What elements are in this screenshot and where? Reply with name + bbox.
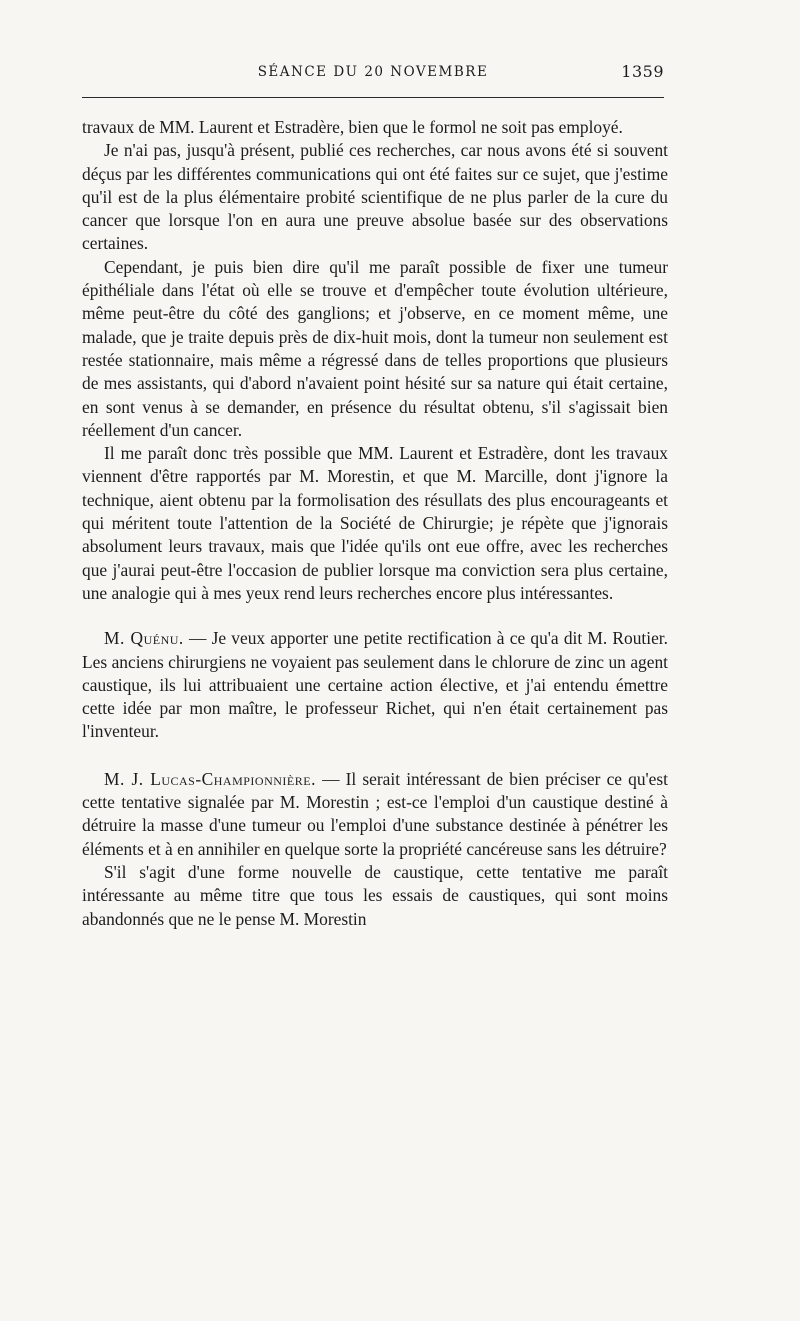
paragraph: Cependant, je puis bien dire qu'il me paraît possible de fixer une tumeur épithéliale dans l'état où elle se trouve et d'empêcher toute évolution ultérieure, même peut-être du côté des ganglions; et j'observe, en ce moment même, une malade, que je traite depuis près de dix-huit mois, dont la tumeur non seulement est restée stationnaire, mais même a régressé dans de telles proportions que plusieurs de mes assistants, qui d'abord n'avaient point hésité sur sa nature qui était certaine, en sont venus à se demander, en présence du résultat obtenu, s'il s'agissait bien réellement d'un cancer. bbox=[82, 256, 668, 440]
paragraph: travaux de MM. Laurent et Estradère, bien que le formol ne soit pas employé. bbox=[82, 117, 623, 137]
running-header bbox=[82, 58, 664, 88]
header-title: SÉANCE DU 20 NOVEMBRE bbox=[257, 64, 489, 80]
header-rule bbox=[82, 97, 664, 98]
intervention-text: — Il serait intéressant de bien préciser ce qu'est cette tentative signalée par M. Morestin ; est-ce l'emploi d'un caustique destiné à détruire la masse d'une tumeur ou l'emploi d'une substance destinée à pénétrer les éléments et à en annihiler en quelque sorte la propriété cancéreuse sans les détruire? bbox=[82, 768, 669, 859]
body-text bbox=[82, 116, 668, 931]
intervention-lucas-championniere bbox=[82, 768, 668, 861]
speaker-name: M. Quénu. bbox=[104, 628, 184, 649]
paragraph: Il me paraît donc très possible que MM. Laurent et Estradère, dont les travaux viennent d'être rapportés par M. Morestin, et que M. Marcille, dont j'ignore la technique, aient obtenu par la formolisation des résullats des plus encourageants et qui méritent toute l'attention de la Société de Chirurgie; je répète que j'ignorais absolument leurs travaux, mais que l'idée qu'ils ont eue offre, avec les recherches que j'aurai peut-être l'occasion de publier lorsque ma conviction sera plus certaine, une analogie qui à mes yeux rend leurs recherches encore plus intéressantes. bbox=[82, 443, 668, 603]
page-number: 1359 bbox=[621, 62, 664, 81]
paragraph: Je n'ai pas, jusqu'à présent, publié ces recherches, car nous avons été si souvent déçus par les différentes communications qui ont été faites sur ce sujet, que j'estime qu'il est de la plus élémentaire probité scientifique de ne plus parler de la cure du cancer que lorsque l'on en aura une preuve absolue basée sur des observations certaines. bbox=[82, 140, 668, 254]
intervention-text: — Je veux apporter une petite rectification à ce qu'a dit M. Routier. Les anciens chirurgiens ne voyaient pas seulement dans le chlorure de zinc un agent caustique, ils lui attribuaient une certaine action élective, et j'ai entendu émettre cette idée par mon maître, le professeur Richet, qui n'en était certainement pas l'inventeur. bbox=[82, 628, 668, 742]
intervention-quenu bbox=[82, 627, 668, 743]
paragraph: S'il s'agit d'une forme nouvelle de caustique, cette tentative me paraît intéressante au même titre que tous les essais de caustiques, qui sont moins abandonnés que ne le pense M. Morestin bbox=[82, 861, 668, 929]
speaker-name: M. J. Lucas-Championnière. bbox=[104, 768, 316, 789]
